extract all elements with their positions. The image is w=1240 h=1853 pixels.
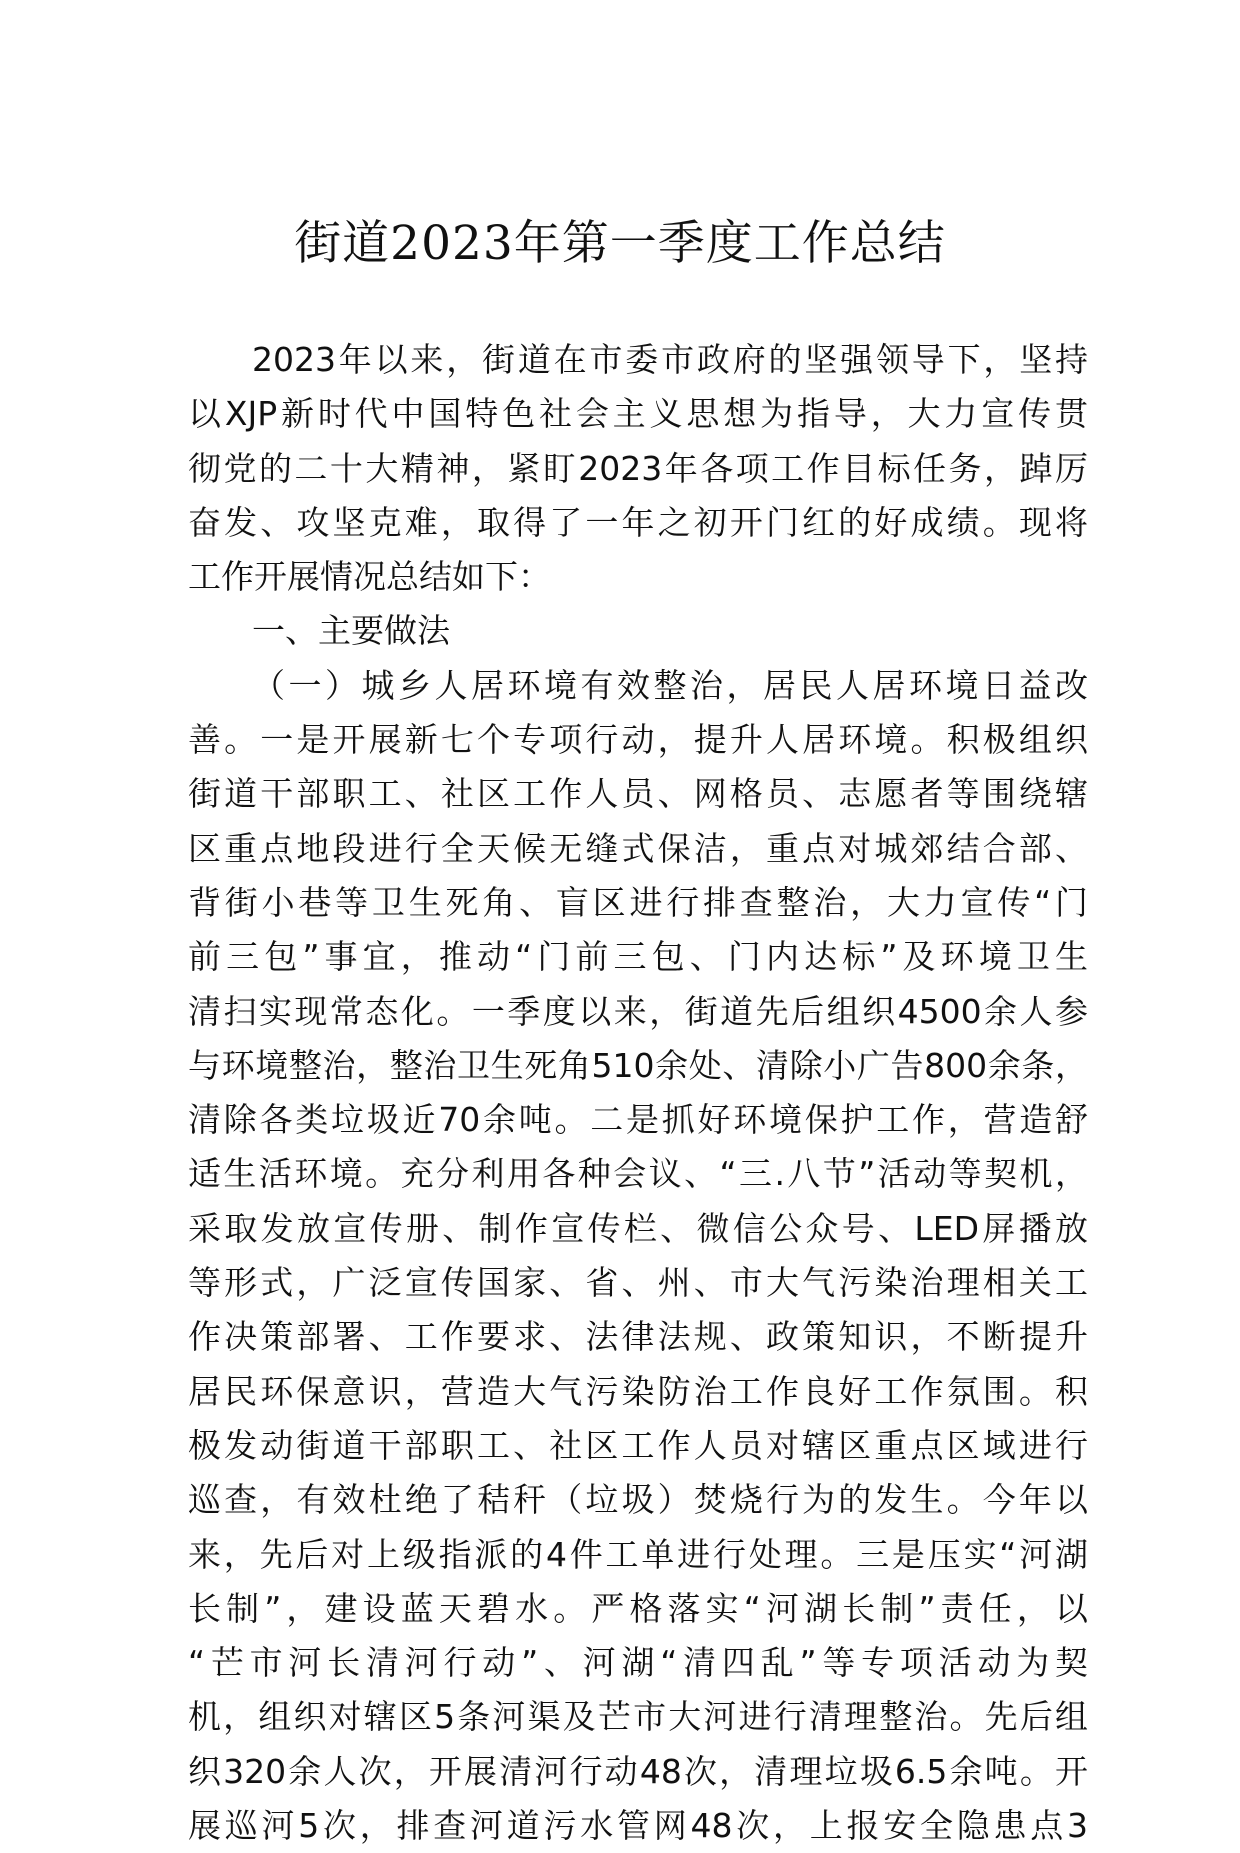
body-line: 善。一是开展新七个专项行动，提升人居环境。积极组织 — [188, 720, 1088, 760]
body-line: 街道干部职工、社区工作人员、网格员、志愿者等围绕辖 — [188, 774, 1088, 814]
body-line: 前三包”事宜，推动“门前三包、门内达标”及环境卫生 — [188, 937, 1088, 977]
body-line: 以XJP新时代中国特色社会主义思想为指导，大力宣传贯 — [188, 394, 1088, 434]
body-line: 清除各类垃圾近70余吨。二是抓好环境保护工作，营造舒 — [188, 1100, 1088, 1140]
subsection-heading: （一）城乡人居环境有效整治，居民人居环境日益改 — [252, 665, 1088, 705]
body-line: 长制”，建设蓝天碧水。严格落实“河湖长制”责任，以 — [188, 1588, 1088, 1628]
body-line: 清扫实现常态化。一季度以来，街道先后组织4500余人参 — [188, 991, 1088, 1031]
body-line: 背街小巷等卫生死角、盲区进行排查整治，大力宣传“门 — [188, 882, 1088, 922]
body-line: 极发动街道干部职工、社区工作人员对辖区重点区域进行 — [188, 1425, 1088, 1465]
body-line: 适生活环境。充分利用各种会议、“三.八节”活动等契机， — [188, 1154, 1088, 1194]
body-line: 奋发、攻坚克难，取得了一年之初开门红的好成绩。现将 — [188, 502, 1088, 542]
body-line: 2023年以来，街道在市委市政府的坚强领导下，坚持 — [252, 340, 1088, 379]
body-line: 等形式，广泛宣传国家、省、州、市大气污染治理相关工 — [188, 1263, 1088, 1303]
document-title: 街道2023年第一季度工作总结 — [294, 216, 946, 271]
body-line: 展巡河5次，排查河道污水管网48次，上报安全隐患点3 — [188, 1806, 1088, 1846]
body-line: “芒市河长清河行动”、河湖“清四乱”等专项活动为契 — [188, 1643, 1088, 1683]
body-line: 织320余人次，开展清河行动48次，清理垃圾6.5余吨。开 — [188, 1751, 1088, 1791]
body-line: 巡查，有效杜绝了秸秆（垃圾）焚烧行为的发生。今年以 — [188, 1480, 1088, 1520]
body-line: 机，组织对辖区5条河渠及芒市大河进行清理整治。先后组 — [188, 1697, 1088, 1737]
body-line: 来，先后对上级指派的4件工单进行处理。三是压实“河湖 — [188, 1534, 1088, 1574]
body-line: 与环境整治，整治卫生死角510余处、清除小广告800余条， — [188, 1045, 1088, 1085]
body-line: 区重点地段进行全天候无缝式保洁，重点对城郊结合部、 — [188, 828, 1088, 868]
document-body — [188, 333, 1088, 1853]
body-line: 居民环保意识，营造大气污染防治工作良好工作氛围。积 — [188, 1371, 1088, 1411]
section-heading: 一、主要做法 — [252, 611, 450, 651]
body-line: 彻党的二十大精神，紧盯2023年各项工作目标任务，踔厉 — [188, 448, 1088, 488]
body-line: 作决策部署、工作要求、法律法规、政策知识，不断提升 — [188, 1317, 1088, 1357]
body-line: 工作开展情况总结如下： — [188, 557, 551, 597]
body-line: 采取发放宣传册、制作宣传栏、微信公众号、LED屏播放 — [188, 1208, 1088, 1248]
